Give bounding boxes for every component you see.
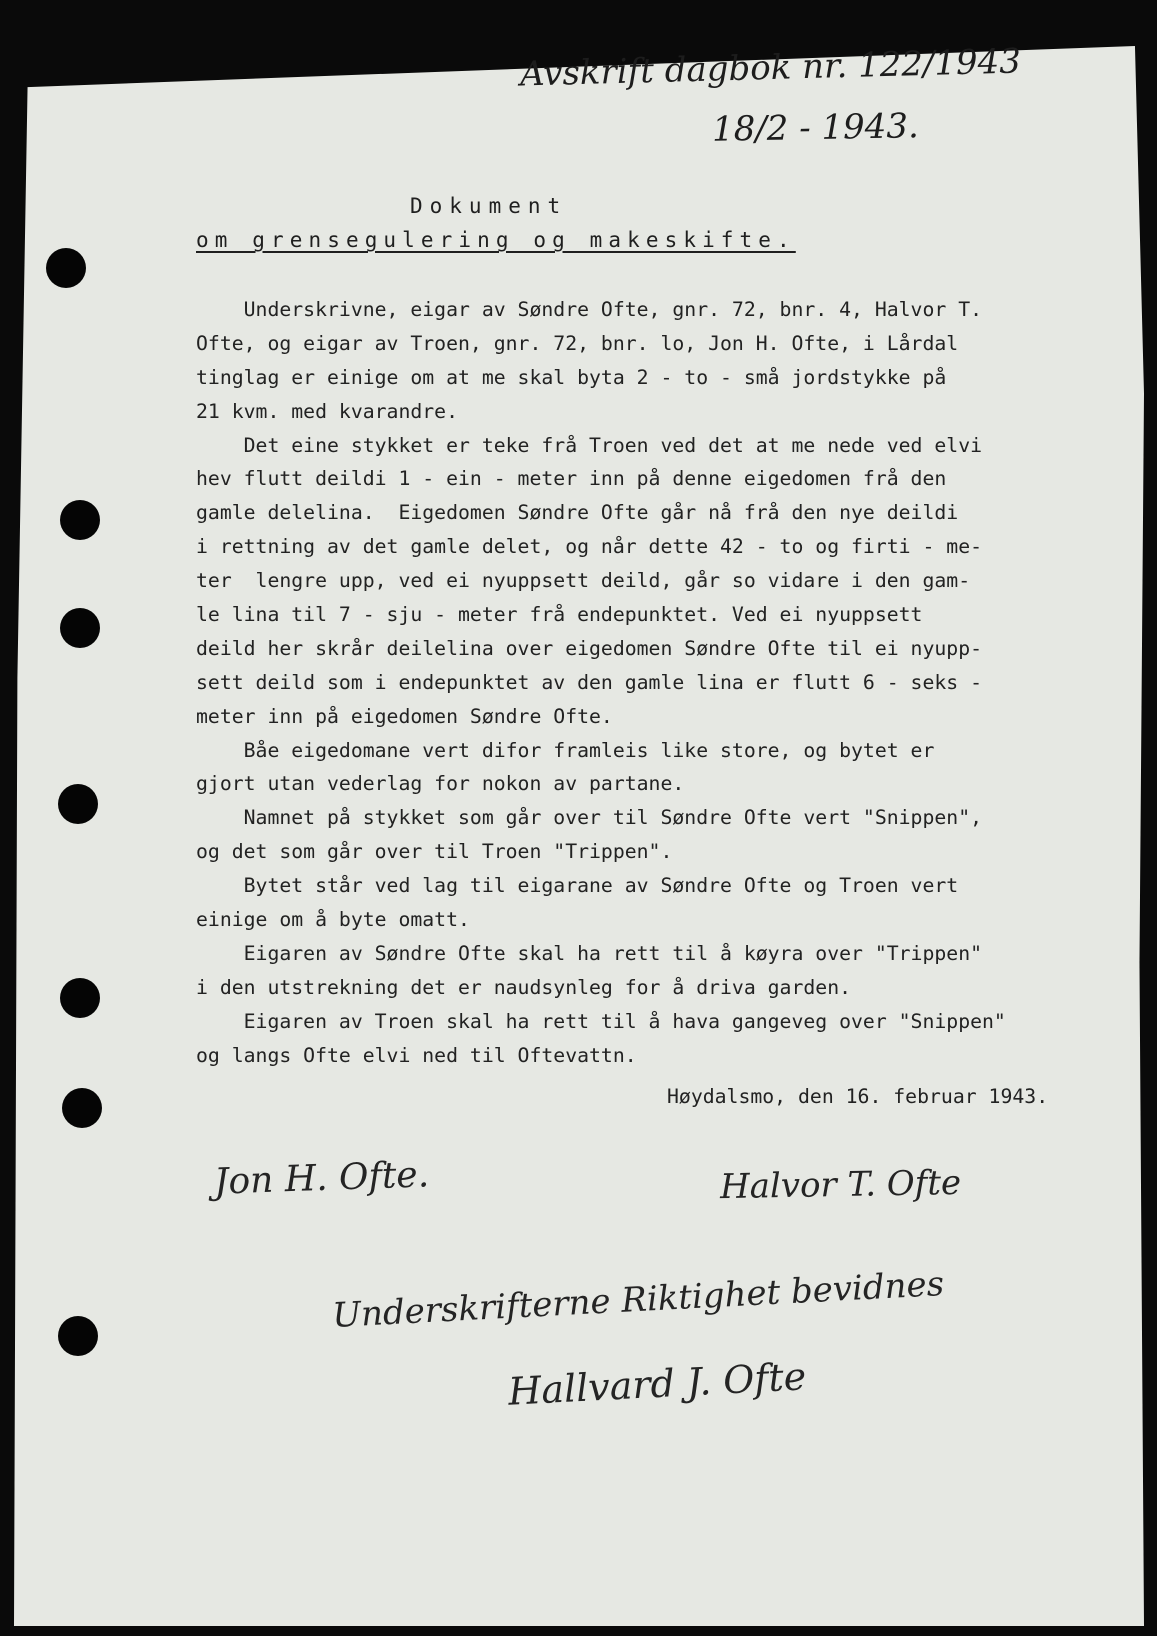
header-note-line1: Avskrift dagbok nr. 122/1943 <box>519 41 1022 95</box>
body-line: Namnet på stykket som går over til Søndre Ofte vert "Snippen", <box>196 806 983 830</box>
body-line: ter lengre upp, ved ei nyuppsett deild, går so vidare i den gam- <box>196 569 971 593</box>
punch-hole-icon <box>60 608 100 648</box>
body-line: i rettning av det gamle delet, og når dette 42 - to og firti - me- <box>196 535 983 559</box>
body-line: og langs Ofte elvi ned til Oftevattn. <box>196 1043 637 1067</box>
document-body <box>196 293 1086 1072</box>
punch-hole-icon <box>58 1316 98 1356</box>
body-line: gamle delelina. Eigedomen Søndre Ofte går nå frå den nye deildi <box>196 501 959 525</box>
body-line: meter inn på eigedomen Søndre Ofte. <box>196 704 613 728</box>
signature-left: Jon H. Ofte. <box>213 1154 430 1203</box>
punch-hole-icon <box>60 978 100 1018</box>
body-line: og det som går over til Troen "Trippen". <box>196 840 673 864</box>
body-line: Ofte, og eigar av Troen, gnr. 72, bnr. lo, Jon H. Ofte, i Lårdal <box>196 331 959 355</box>
punch-hole-icon <box>62 1088 102 1128</box>
punch-hole-icon <box>46 248 86 288</box>
document-title: Dokument <box>410 194 568 218</box>
witness-signature: Hallvard J. Ofte <box>507 1354 808 1414</box>
body-line: sett deild som i endepunktet av den gamle lina er flutt 6 - seks - <box>196 670 983 694</box>
header-note-line2: 18/2 - 1943. <box>711 106 920 150</box>
body-line: gjort utan vederlag for nokon av partane. <box>196 772 685 796</box>
body-line: Det eine stykket er teke frå Troen ved det at me nede ved elvi <box>196 433 983 457</box>
body-line: Eigaren av Troen skal ha rett til å hava gangeveg over "Snippen" <box>196 1009 1006 1033</box>
punch-hole-icon <box>58 784 98 824</box>
body-line: 21 kvm. med kvarandre. <box>196 399 459 423</box>
body-line: deild her skrår deilelina over eigedomen Søndre Ofte til ei nyupp- <box>196 636 983 660</box>
body-line: einige om å byte omatt. <box>196 908 470 932</box>
body-line: hev flutt deildi 1 - ein - meter inn på denne eigedomen frå den <box>196 467 947 491</box>
body-line: le lina til 7 - sju - meter frå endepunktet. Ved ei nyuppsett <box>196 603 923 627</box>
punch-hole-icon <box>60 500 100 540</box>
body-line: Eigaren av Søndre Ofte skal ha rett til å køyra over "Trippen" <box>196 941 983 965</box>
body-line: Bytet står ved lag til eigarane av Søndre Ofte og Troen vert <box>196 874 959 898</box>
body-line: i den utstrekning det er naudsynleg for å driva garden. <box>196 975 852 999</box>
document-subtitle: om grensegulering og makeskifte. <box>196 228 796 252</box>
body-line: Båe eigedomane vert difor framleis like store, og bytet er <box>196 738 935 762</box>
body-line: Underskrivne, eigar av Søndre Ofte, gnr. 72, bnr. 4, Halvor T. <box>196 298 983 321</box>
place-date-line: Høydalsmo, den 16. februar 1943. <box>667 1085 1049 1108</box>
body-line: tinglag er einige om at me skal byta 2 - to - små jordstykke på <box>196 365 947 389</box>
signature-right: Halvor T. Ofte <box>719 1162 962 1208</box>
witness-statement: Underskrifterne Riktighet bevidnes <box>331 1264 946 1336</box>
